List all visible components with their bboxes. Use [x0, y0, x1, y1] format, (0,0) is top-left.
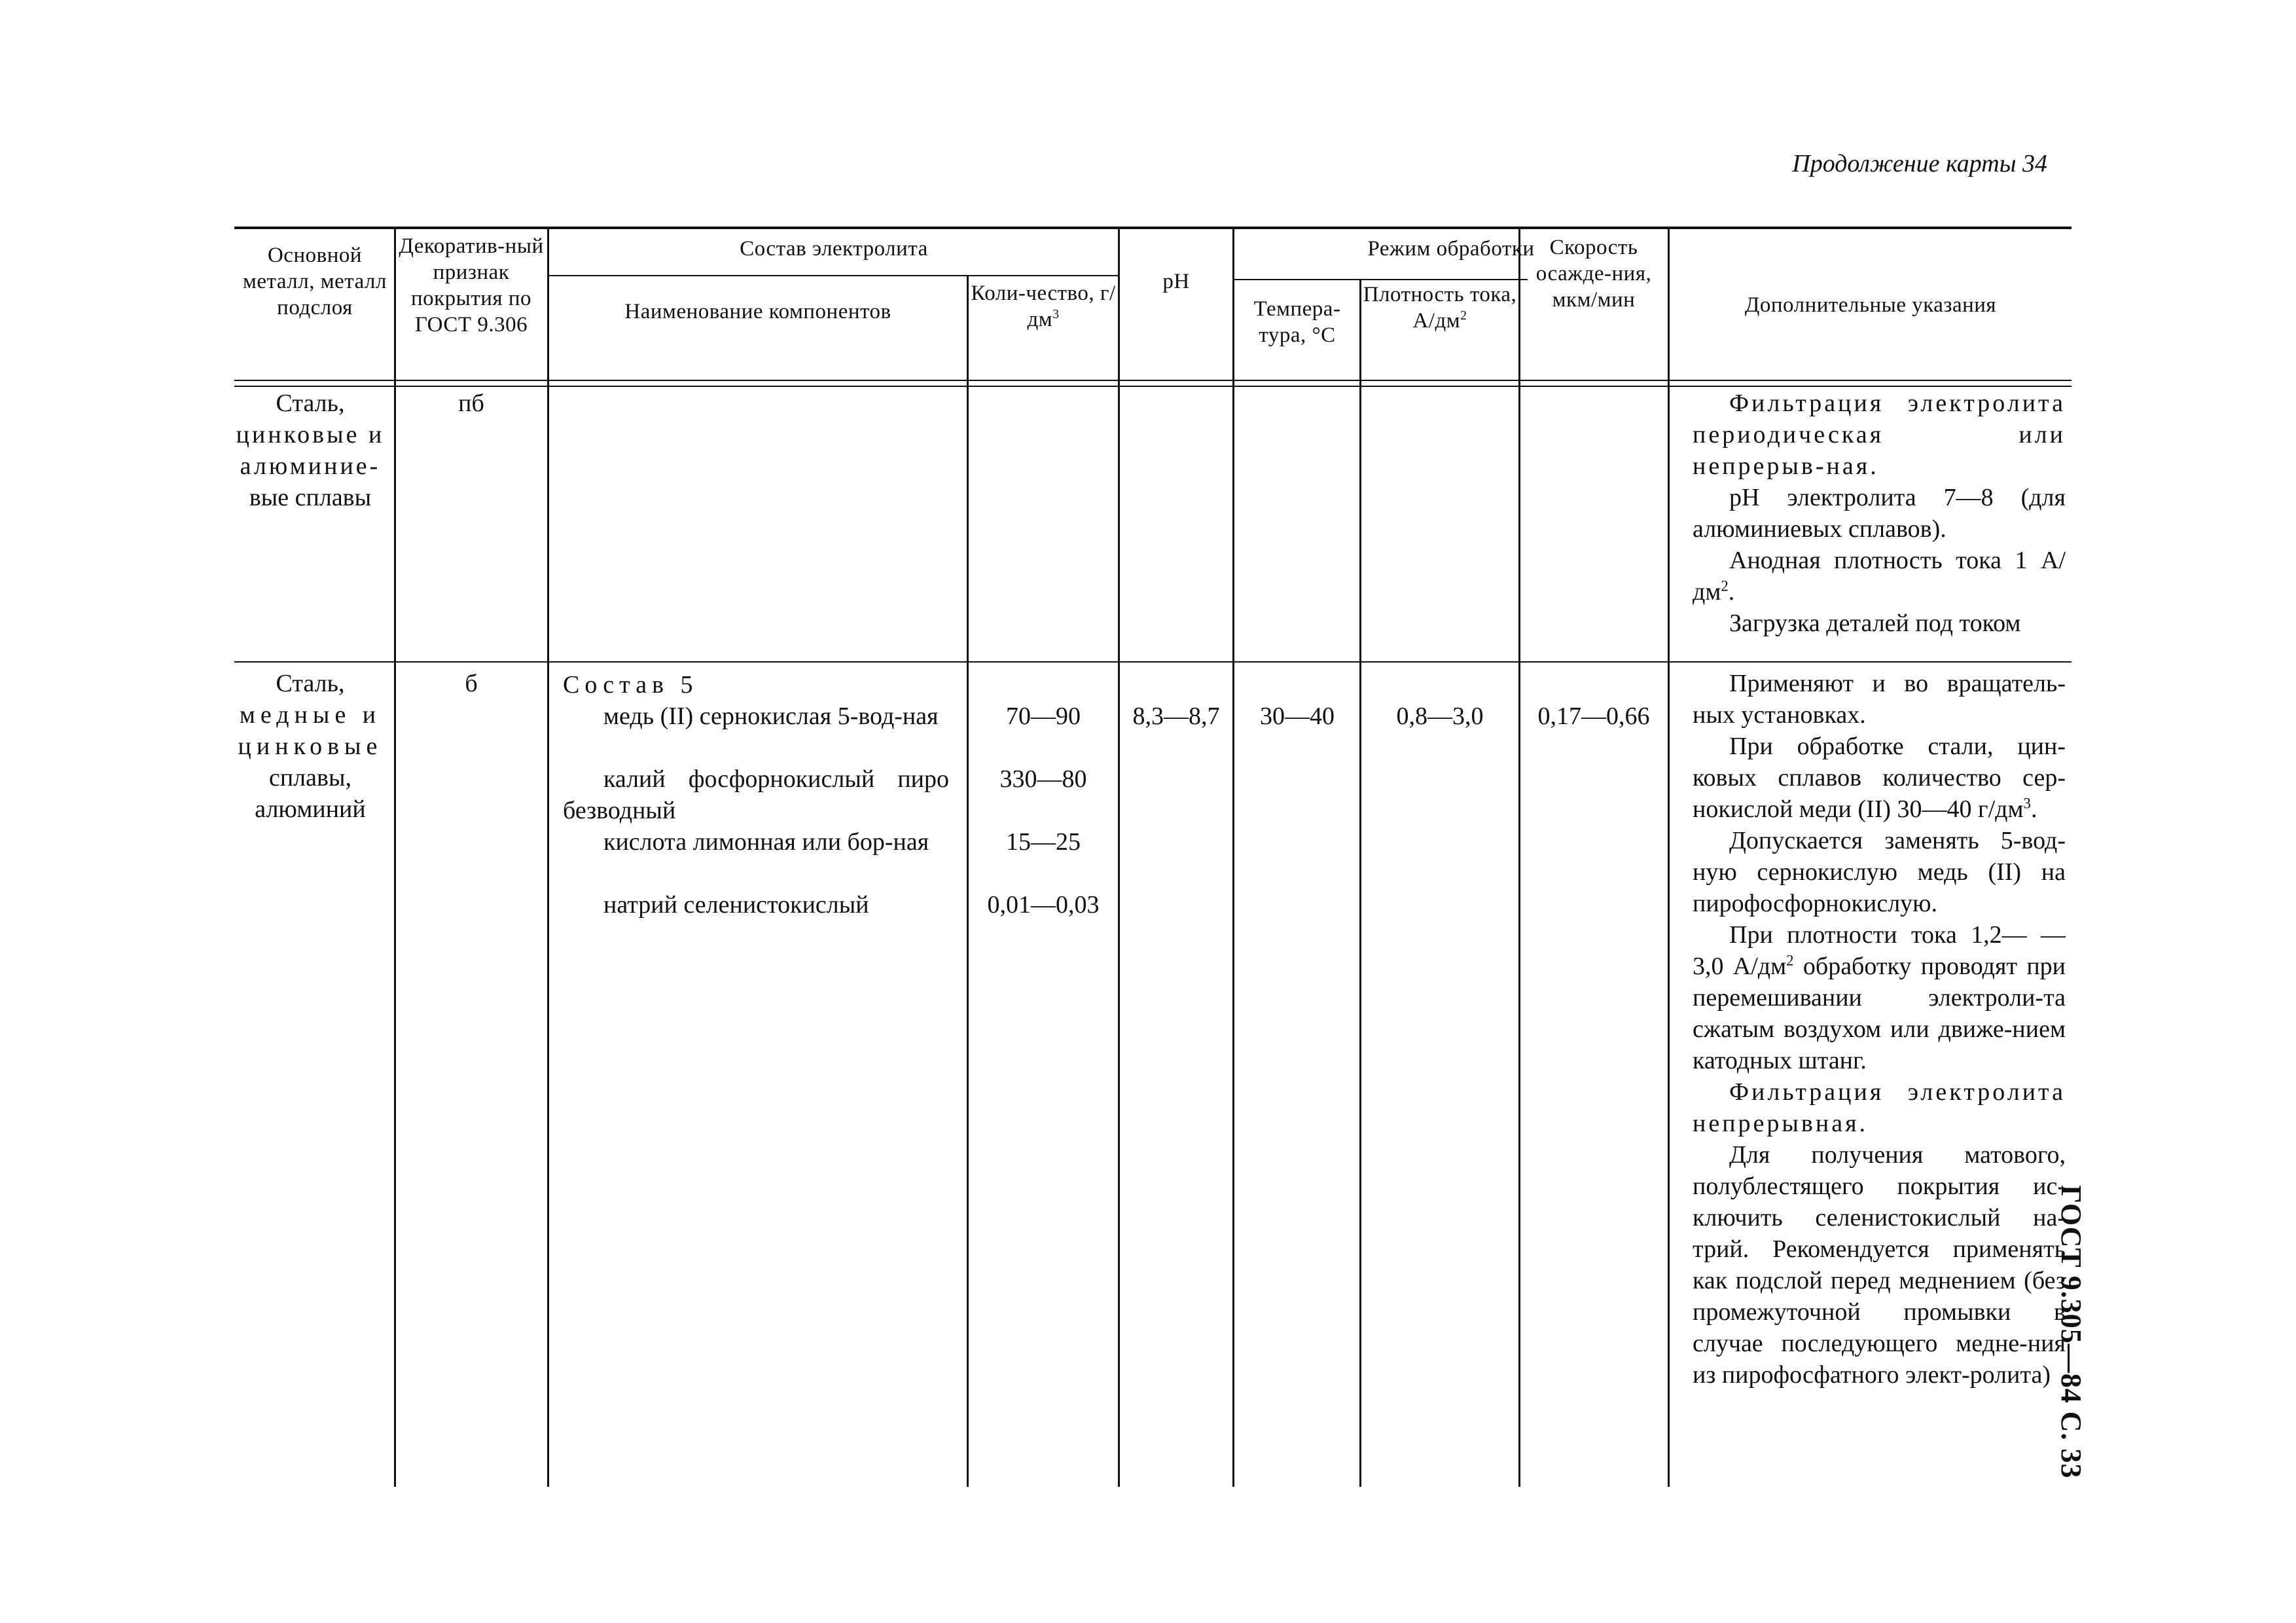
row2-metal-line-5: алюминий [255, 795, 366, 823]
row1-note-3-end: . [1728, 578, 1735, 606]
row2-base-metal [234, 668, 386, 825]
row1-decorative: пб [458, 390, 484, 417]
row2-note-6: Для получения матового, полублестящего покрытия ис-ключить селенистокислый на-трий. Рекомендуется применять как подслой перед меднением (без промежуточной промывки в случае последующего медне-ния из пирофосфатного элект-ролита) [1693, 1141, 2066, 1389]
row2-note-2-text: При обработке стали, цин-ковых сплавов количество сер-нокислой меди (II) 30—40 г/дм [1693, 733, 2066, 823]
row1-note-2: pH электролита 7—8 (для алюминиевых сплавов). [1693, 484, 2066, 543]
header-temperature: Темпера-тура, °С [1253, 297, 1341, 347]
row1-metal-line-3: алюминие- [240, 452, 381, 480]
row2-composition-title: Состав 5 [563, 671, 698, 699]
row2-quantity-2: 330—80 [999, 765, 1087, 793]
row2-metal-line-1: Сталь, [276, 670, 345, 697]
running-head: Продолжение карты 34 [1792, 150, 2047, 177]
row2-note-4 [1693, 919, 2066, 1076]
row1-note-4: Загрузка деталей под током [1729, 610, 2021, 637]
row1-notes [1693, 388, 2066, 639]
col-border-6 [1359, 279, 1361, 1487]
header-bottom-rule-2 [234, 386, 2072, 387]
row1-note-3-text: Анодная плотность тока 1 А/дм [1693, 547, 2066, 606]
header-decorative: Декоратив-ный признак покрытия по ГОСТ 9.306 [399, 234, 544, 337]
header-components: Наименование компонентов [624, 300, 891, 323]
header-density-sup: 2 [1460, 308, 1467, 323]
col-border-8 [1668, 227, 1670, 1487]
table-top-rule [234, 227, 2072, 229]
row1-metal-line-1: Сталь, [276, 390, 345, 417]
col-border-4 [1118, 227, 1120, 1487]
row2-note-4-text: При плотности тока 1,2— —3,0 А/дм [1693, 921, 2066, 980]
row2-quantity-4: 0,01—0,03 [987, 891, 1100, 919]
header-bottom-rule-1 [234, 380, 2072, 381]
col-border-3 [967, 275, 969, 1487]
header-mode: Режим обработки [1367, 237, 1535, 261]
header-density [1362, 282, 1518, 334]
row2-metal-line-4: сплавы, [268, 764, 351, 792]
row1-note-1: Фильтрация электролита периодическая или непрерыв-ная. [1693, 390, 2066, 480]
row2-note-2-sup: 3 [2023, 795, 2031, 812]
row1-note-3-sup: 2 [1721, 577, 1729, 594]
row2-component-2 [563, 763, 949, 826]
header-quantity-text: Коли-чество, г/дм [971, 282, 1116, 331]
header-density-text: Плотность тока, А/дм [1363, 283, 1517, 333]
header-base-metal: Основной металл, металл подслоя [243, 244, 387, 319]
row2-note-2 [1693, 731, 2066, 825]
header-ph: pH [1162, 270, 1190, 293]
row2-decorative: б [465, 670, 478, 697]
header-speed: Скорость осажде-ния, мкм/мин [1535, 236, 1652, 312]
row2-component-1-text: медь (II) сернокислая 5-вод-ная [603, 702, 939, 730]
row2-density: 0,8—3,0 [1396, 702, 1484, 730]
row2-quantity-3: 15—25 [1006, 828, 1081, 856]
row2-note-5: Фильтрация электролита непрерывная. [1693, 1078, 2066, 1137]
row2-notes [1693, 668, 2066, 1391]
side-page-code: ГОСТ 9.305—84 С. 33 [2055, 1185, 2087, 1479]
row2-component-3-text: кислота лимонная или бор-ная [603, 828, 929, 856]
row1-note-3 [1693, 545, 2066, 608]
row2-note-4-sup: 2 [1786, 952, 1794, 969]
composition-subheader-rule [548, 275, 1120, 276]
row2-temperature: 30—40 [1260, 702, 1335, 730]
row2-note-1: Применяют и во вращатель-ных установках. [1693, 670, 2066, 729]
row1-metal-line-4: вые сплавы [249, 484, 372, 511]
row1-metal-line-2: цинковые и [236, 421, 385, 448]
row2-component-3 [563, 826, 949, 889]
row2-component-4-text: натрий селенистокислый [603, 891, 869, 919]
header-quantity-sup: 3 [1052, 307, 1060, 321]
row2-metal-line-2: медные и [239, 701, 382, 729]
row1-base-metal [234, 388, 386, 513]
row2-ph: 8,3—8,7 [1132, 702, 1220, 730]
row2-note-3: Допускается заменять 5-вод-ную сернокислую медь (II) на пирофосфорнокислую. [1693, 827, 2066, 917]
header-notes: Дополнительные указания [1744, 293, 1997, 317]
row2-component-2-text: калий фосфорнокислый пиро безводный [563, 765, 949, 824]
col-border-1 [394, 227, 396, 1487]
row2-quantity-1: 70—90 [1006, 702, 1081, 730]
col-border-5 [1232, 227, 1234, 1487]
col-border-7 [1518, 227, 1520, 1487]
row-separator-rule [234, 661, 2072, 663]
row2-speed: 0,17—0,66 [1537, 702, 1650, 730]
header-quantity [969, 280, 1117, 333]
row2-quantities [969, 701, 1117, 921]
row2-note-4-end: обработку проводят при перемешивании электроли-та сжатым воздухом или движе-нием катодных штанг. [1693, 953, 2066, 1074]
row2-metal-line-3: цинковые [238, 733, 383, 760]
mode-subheader-rule [1234, 279, 1528, 280]
col-border-2 [547, 227, 549, 1487]
row2-component-4 [563, 889, 949, 921]
row2-component-1 [563, 701, 949, 732]
row2-note-2-end: . [2030, 795, 2037, 823]
row2-components [563, 669, 949, 921]
header-composition: Состав электролита [740, 237, 928, 261]
